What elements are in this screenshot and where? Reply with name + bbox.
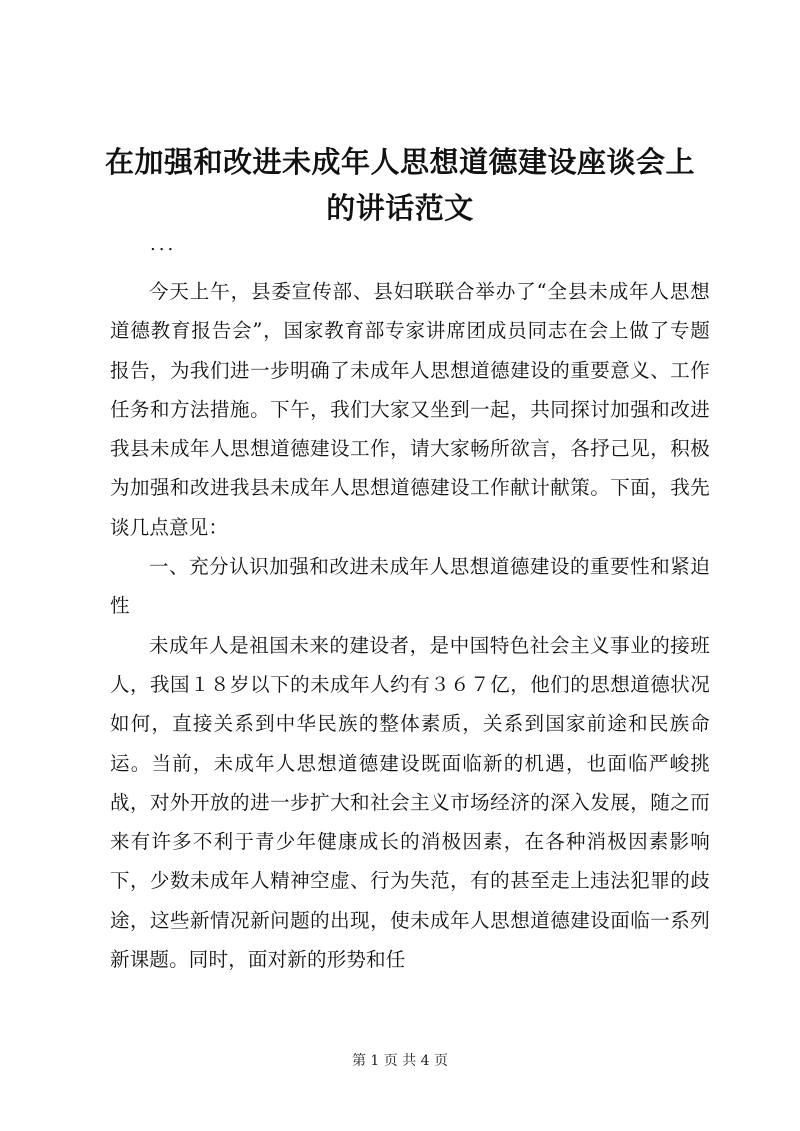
section-heading-1: 一、充分认识加强和改进未成年人思想道德建设的重要性和紧迫性: [110, 555, 710, 618]
document-title-line1: 在加强和改进未成年人思想道德建设座谈会上: [104, 145, 695, 179]
page-footer: 第 1 页 共 4 页: [351, 1053, 449, 1069]
document-body: [110, 272, 710, 979]
paragraph-section1: 未成年人是祖国未来的建设者，是中国特色社会主义事业的接班人，我国１８岁以下的未成年人约有３６７亿，他们的思想道德状况如何，直接关系到中华民族的整体素质，关系到国家前途和民族命运。当前，未成年人思想道德建设既面临新的机遇，也面临严峻挑战，对外开放的进一步扩大和社会主义市场经济的深入发展，随之而来有许多不利于青少年健康成长的消极因素，在各种消极因素影响下，少数未成年人精神空虚、行为失范，有的甚至走上违法犯罪的歧途，这些新情况新问题的出现，使未成年人思想道德建设面临一系列新课题。同时，面对新的形势和任: [110, 633, 710, 972]
paragraph-intro: 今天上午，县委宣传部、县妇联联合举办了“全县未成年人思想道德教育报告会”，国家教育部专家讲席团成员同志在会上做了专题报告，为我们进一步明确了未成年人思想道德建设的重要意义、工作任务和方法措施。下午，我们大家又坐到一起，共同探讨加强和改进我县未成年人思想道德建设工作，请大家畅所欲言，各抒己见，积极为加强和改进我县未成年人思想道德建设工作献计献策。下面，我先谈几点意见：: [110, 280, 710, 539]
document-title-line2: 的讲话范文: [326, 191, 474, 225]
ellipsis-marker: ...: [150, 234, 177, 255]
